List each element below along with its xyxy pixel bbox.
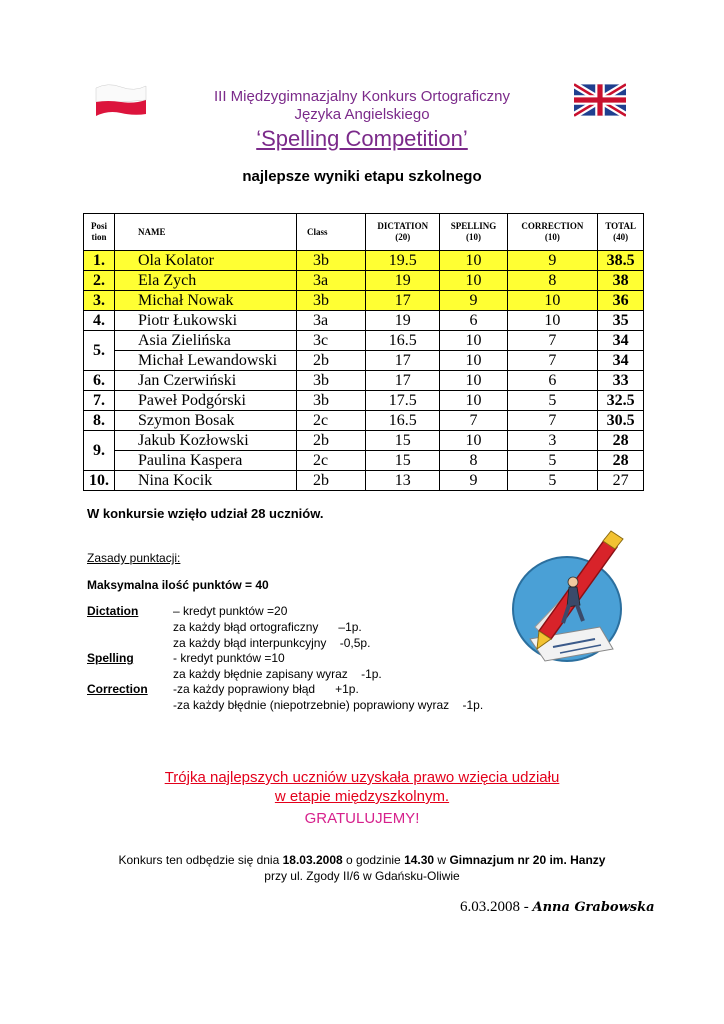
- row-total: 30.5: [598, 411, 644, 431]
- row-name: Michał Lewandowski: [115, 351, 297, 371]
- contest-name: [0, 88, 724, 124]
- results-table: [83, 213, 644, 491]
- scoring-rules: [87, 603, 547, 713]
- page-subtitle: najlepsze wyniki etapu szkolnego: [242, 168, 482, 185]
- row-name: Paweł Podgórski: [115, 391, 297, 411]
- row-total: 34: [598, 351, 644, 371]
- row-name: Szymon Bosak: [115, 411, 297, 431]
- header-total: TOTAL (40): [598, 214, 644, 251]
- row-spelling: 10: [440, 351, 507, 371]
- contest-name-line2: Języka Angielskiego: [294, 106, 430, 123]
- announcement-text: [0, 768, 724, 806]
- row-total: 36: [598, 291, 644, 311]
- row-dictation: 17: [366, 351, 440, 371]
- row-name: Jakub Kozłowski: [115, 431, 297, 451]
- row-class: 2b: [297, 471, 366, 491]
- row-name: Asia Zielińska: [115, 331, 297, 351]
- row-spelling: 10: [440, 391, 507, 411]
- spelling-rule-2: za każdy błędnie zapisany wyraz -1p.: [173, 667, 382, 681]
- row-spelling: 6: [440, 311, 507, 331]
- row-name: Jan Czerwiński: [115, 371, 297, 391]
- page-title: ‘Spelling Competition’: [256, 126, 468, 151]
- row-name: Ola Kolator: [115, 251, 297, 271]
- row-class: 3a: [297, 311, 366, 331]
- header-spelling: SPELLING (10): [440, 214, 507, 251]
- row-position: 3.: [84, 291, 115, 311]
- row-spelling: 10: [440, 431, 507, 451]
- row-spelling: 10: [440, 271, 507, 291]
- table-row: [84, 411, 644, 431]
- row-class: 2c: [297, 451, 366, 471]
- row-dictation: 16.5: [366, 331, 440, 351]
- row-dictation: 17.5: [366, 391, 440, 411]
- row-class: 3b: [297, 371, 366, 391]
- row-dictation: 19.5: [366, 251, 440, 271]
- row-class: 2b: [297, 351, 366, 371]
- row-spelling: 9: [440, 471, 507, 491]
- correction-rule-2: -za każdy błędnie (niepotrzebnie) poprawiony wyraz -1p.: [173, 698, 484, 712]
- row-correction: 7: [507, 331, 598, 351]
- table-row: [84, 431, 644, 451]
- row-class: 2b: [297, 431, 366, 451]
- rules-heading: Zasady punktacji:: [87, 551, 181, 565]
- row-total: 33: [598, 371, 644, 391]
- row-position: 8.: [84, 411, 115, 431]
- row-total: 38.5: [598, 251, 644, 271]
- row-class: 2c: [297, 411, 366, 431]
- announcement-line1: Trójka najlepszych uczniów uzyskała prawo wzięcia udziału: [164, 769, 560, 786]
- row-class: 3b: [297, 391, 366, 411]
- row-total: 34: [598, 331, 644, 351]
- table-row: [84, 311, 644, 331]
- row-class: 3c: [297, 331, 366, 351]
- dictation-rule-1: – kredyt punktów =20: [173, 604, 288, 618]
- event-info-line2: przy ul. Zgody II/6 w Gdańsku-Oliwie: [264, 869, 460, 883]
- dictation-rule-2: za każdy błąd ortograficzny –1p.: [173, 620, 362, 634]
- row-correction: 5: [507, 471, 598, 491]
- header-dictation: DICTATION (20): [366, 214, 440, 251]
- dictation-label: Dictation: [87, 604, 139, 618]
- row-class: 3a: [297, 271, 366, 291]
- row-dictation: 15: [366, 431, 440, 451]
- row-total: 28: [598, 451, 644, 471]
- row-spelling: 8: [440, 451, 507, 471]
- spelling-label: Spelling: [87, 651, 134, 665]
- event-info: [0, 852, 724, 884]
- row-total: 35: [598, 311, 644, 331]
- row-name: Piotr Łukowski: [115, 311, 297, 331]
- row-correction: 9: [507, 251, 598, 271]
- header-class: Class: [297, 214, 366, 251]
- table-row: [84, 251, 644, 271]
- row-total: 38: [598, 271, 644, 291]
- row-name: Nina Kocik: [115, 471, 297, 491]
- dictation-rule-3: za każdy błąd interpunkcyjny -0,5p.: [173, 636, 371, 650]
- row-correction: 5: [507, 451, 598, 471]
- row-spelling: 9: [440, 291, 507, 311]
- row-dictation: 13: [366, 471, 440, 491]
- row-total: 32.5: [598, 391, 644, 411]
- row-position: 1.: [84, 251, 115, 271]
- row-position: 6.: [84, 371, 115, 391]
- row-correction: 6: [507, 371, 598, 391]
- row-spelling: 10: [440, 371, 507, 391]
- document-date: 6.03.2008 - Anna Grabowska: [460, 899, 655, 915]
- row-correction: 7: [507, 411, 598, 431]
- correction-label: Correction: [87, 682, 148, 696]
- row-position: 2.: [84, 271, 115, 291]
- row-name: Paulina Kaspera: [115, 451, 297, 471]
- row-total: 28: [598, 431, 644, 451]
- row-class: 3b: [297, 251, 366, 271]
- row-name: Michał Nowak: [115, 291, 297, 311]
- table-row: [84, 451, 644, 471]
- row-correction: 10: [507, 291, 598, 311]
- row-correction: 5: [507, 391, 598, 411]
- event-info-line1: Konkurs ten odbędzie się dnia 18.03.2008 o godzinie 14.30 w Gimnazjum nr 20 im. Hanzy: [118, 853, 606, 867]
- row-correction: 8: [507, 271, 598, 291]
- table-header-row: [84, 214, 644, 251]
- contest-name-line1: III Międzygimnazjalny Konkurs Ortograficzny: [214, 88, 510, 105]
- row-position: 4.: [84, 311, 115, 331]
- row-spelling: 10: [440, 331, 507, 351]
- table-row: [84, 391, 644, 411]
- row-position: 9.: [84, 431, 115, 471]
- row-name: Ela Zych: [115, 271, 297, 291]
- max-points: Maksymalna ilość punktów = 40: [87, 578, 269, 592]
- row-dictation: 19: [366, 311, 440, 331]
- congratulations-text: GRATULUJEMY!: [304, 810, 420, 827]
- header-position: Posi tion: [84, 214, 115, 251]
- signature: Anna Grabowska: [532, 900, 655, 915]
- pen-clipart-image: [505, 527, 635, 667]
- row-dictation: 17: [366, 291, 440, 311]
- row-dictation: 15: [366, 451, 440, 471]
- row-class: 3b: [297, 291, 366, 311]
- row-correction: 3: [507, 431, 598, 451]
- row-position: 7.: [84, 391, 115, 411]
- row-dictation: 19: [366, 271, 440, 291]
- correction-rule-1: -za każdy poprawiony błąd +1p.: [173, 682, 359, 696]
- spelling-rule-1: - kredyt punktów =10: [173, 651, 285, 665]
- row-position: 5.: [84, 331, 115, 371]
- row-total: 27: [598, 471, 644, 491]
- row-dictation: 16.5: [366, 411, 440, 431]
- row-spelling: 7: [440, 411, 507, 431]
- row-spelling: 10: [440, 251, 507, 271]
- header-correction: CORRECTION (10): [507, 214, 598, 251]
- table-row: [84, 271, 644, 291]
- row-correction: 10: [507, 311, 598, 331]
- row-position: 10.: [84, 471, 115, 491]
- table-row: [84, 471, 644, 491]
- row-dictation: 17: [366, 371, 440, 391]
- table-row: [84, 331, 644, 351]
- row-correction: 7: [507, 351, 598, 371]
- participants-note: W konkursie wzięło udział 28 uczniów.: [87, 506, 324, 521]
- table-row: [84, 371, 644, 391]
- table-row: [84, 351, 644, 371]
- table-row: [84, 291, 644, 311]
- announcement-line2: w etapie międzyszkolnym.: [274, 788, 450, 805]
- header-name: NAME: [115, 214, 297, 251]
